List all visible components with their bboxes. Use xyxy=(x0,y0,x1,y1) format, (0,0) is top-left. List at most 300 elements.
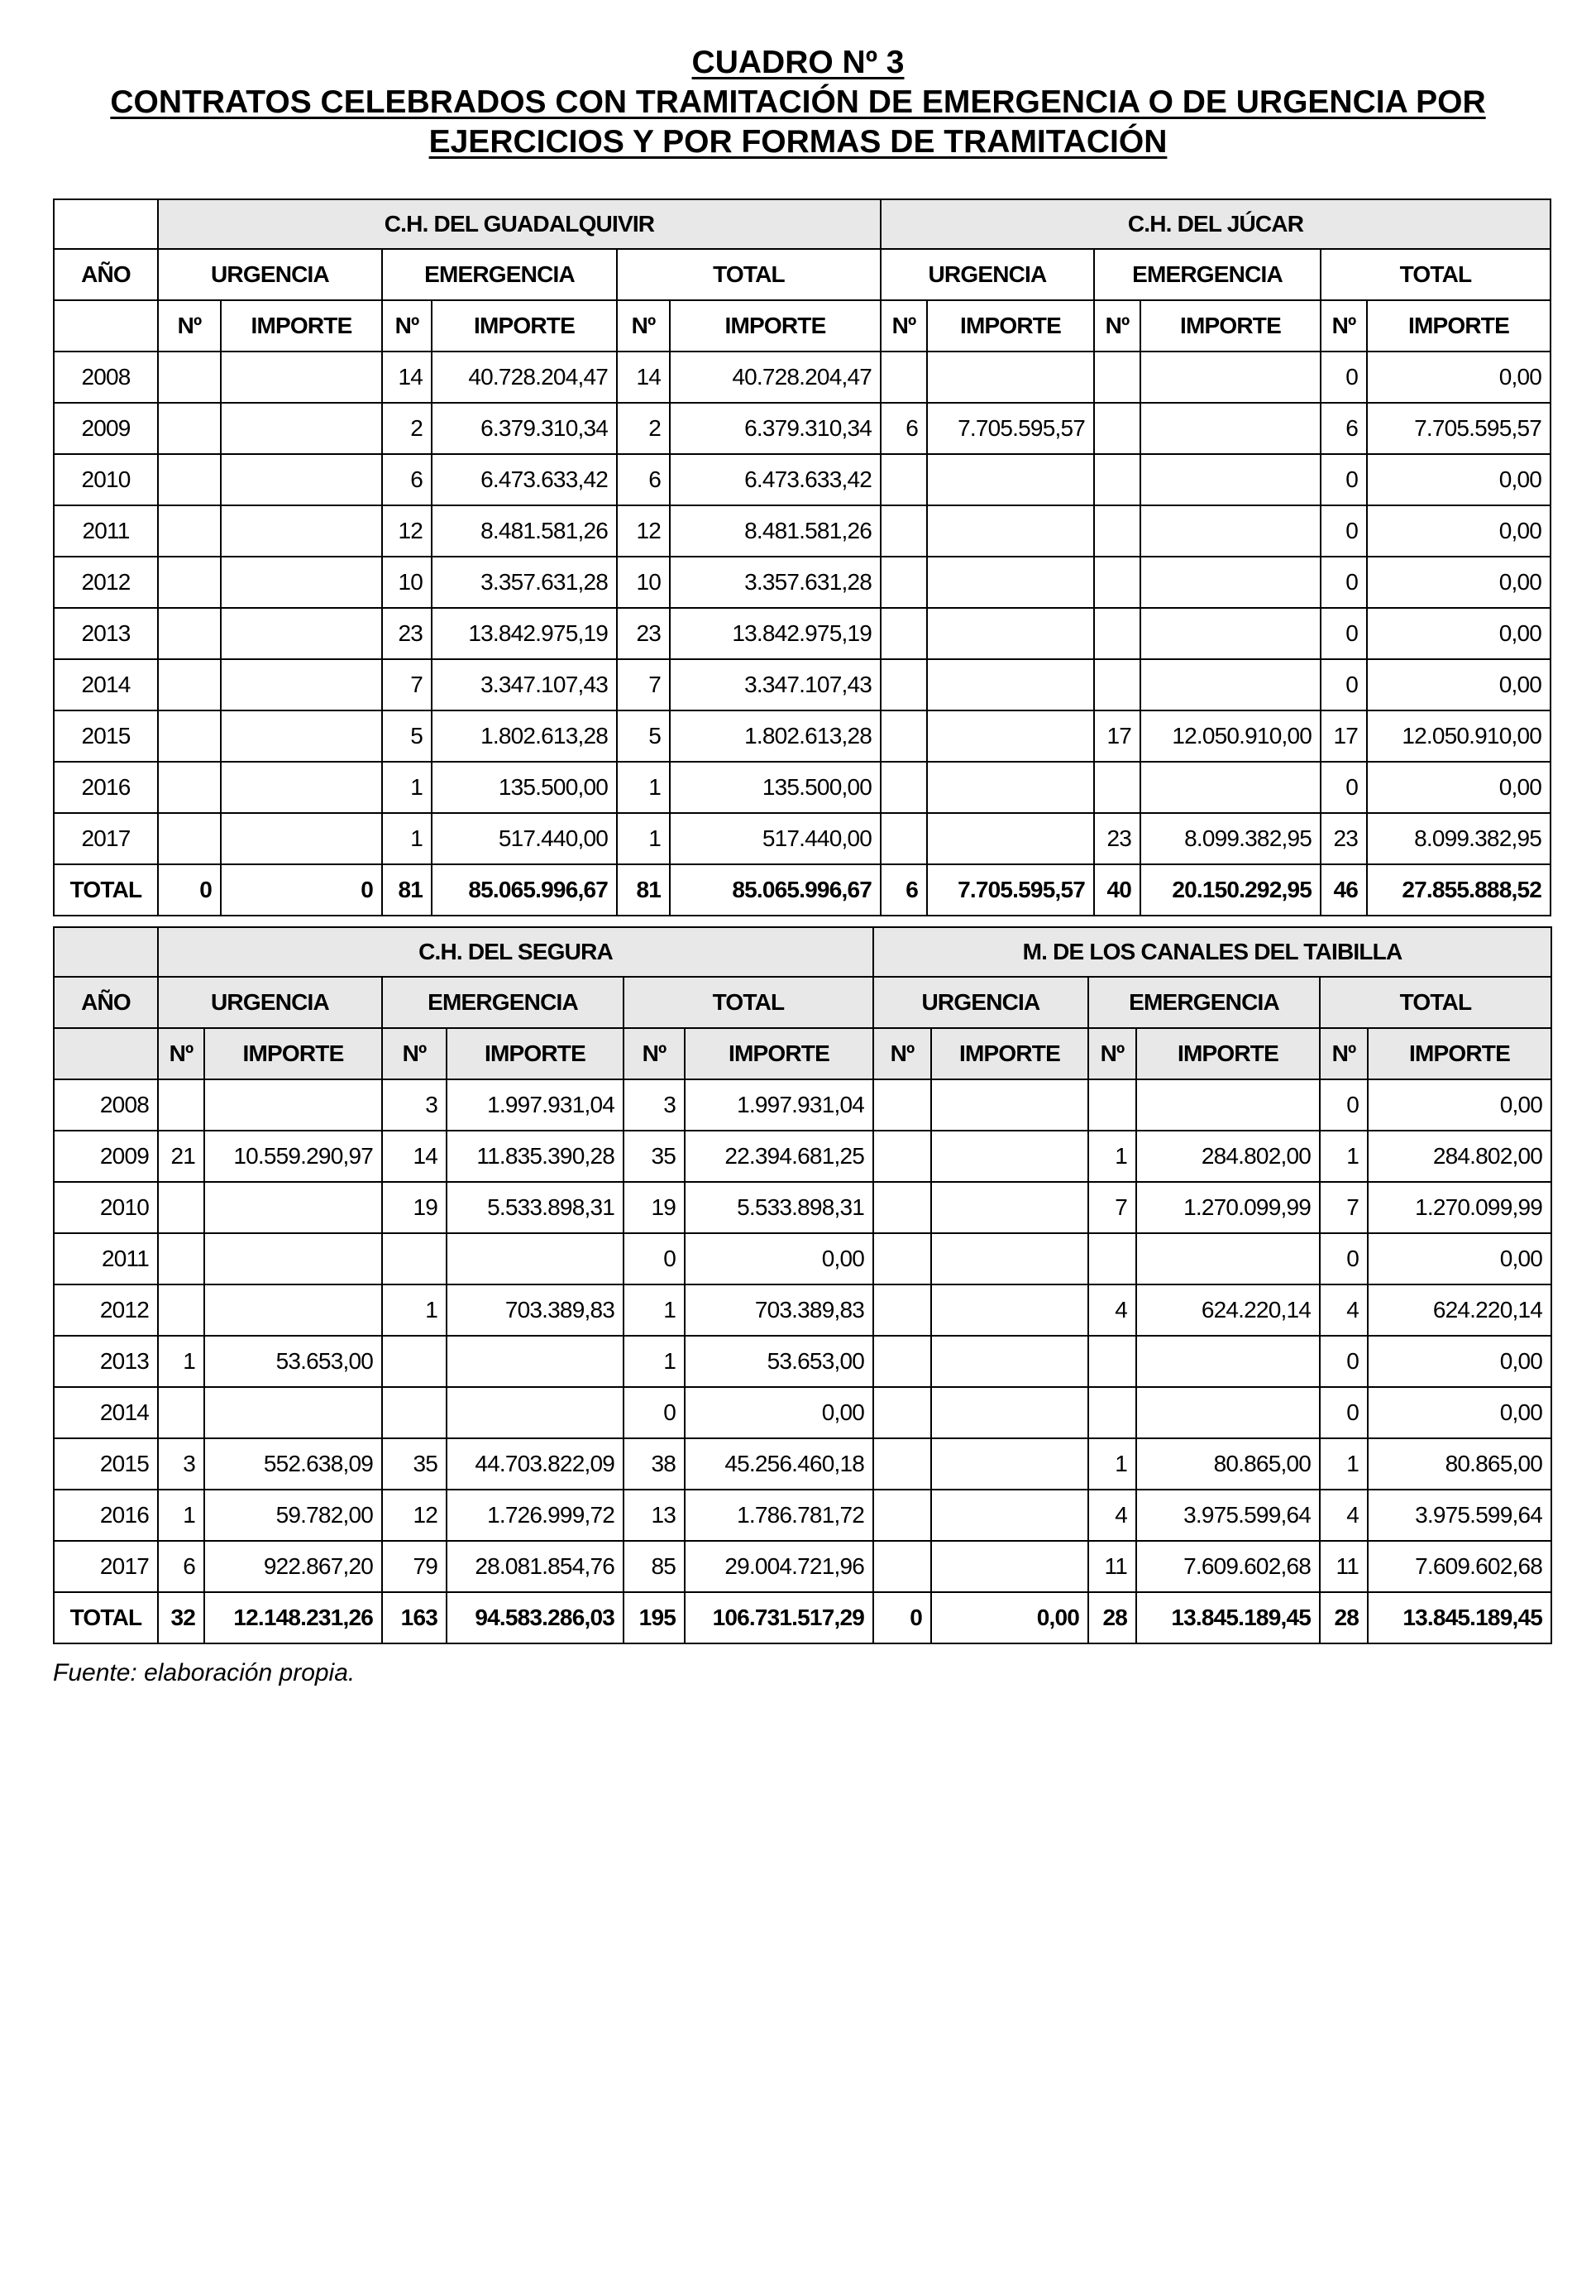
organism-header-row xyxy=(54,199,1551,249)
year-cell: 2016 xyxy=(54,762,158,813)
n-header: Nº xyxy=(881,300,927,352)
amount-cell: 624.220,14 xyxy=(1136,1284,1320,1336)
amount-cell: 6.473.633,42 xyxy=(670,454,881,505)
table-row xyxy=(54,1438,1551,1490)
count-cell: 7 xyxy=(382,659,432,710)
amount-cell: 3.347.107,43 xyxy=(432,659,617,710)
count-cell: 1 xyxy=(1320,1438,1368,1490)
amount-cell: 80.865,00 xyxy=(1368,1438,1551,1490)
amount-cell xyxy=(221,403,382,454)
table-row xyxy=(54,1182,1551,1233)
count-cell: 4 xyxy=(1088,1490,1136,1541)
count-cell: 19 xyxy=(382,1182,447,1233)
year-cell: 2012 xyxy=(54,1284,158,1336)
count-cell: 7 xyxy=(1088,1182,1136,1233)
amount-cell xyxy=(927,813,1094,864)
amount-cell xyxy=(931,1182,1088,1233)
amount-cell: 8.481.581,26 xyxy=(432,505,617,557)
urgencia-header: URGENCIA xyxy=(881,249,1094,300)
count-cell xyxy=(1088,1079,1136,1131)
importe-header: IMPORTE xyxy=(447,1028,624,1079)
count-cell: 5 xyxy=(382,710,432,762)
count-cell: 19 xyxy=(624,1182,685,1233)
amount-cell xyxy=(931,1387,1088,1438)
year-subheader-blank xyxy=(54,300,158,352)
amount-cell: 1.997.931,04 xyxy=(685,1079,873,1131)
amount-cell: 703.389,83 xyxy=(685,1284,873,1336)
total-count-cell: 81 xyxy=(382,864,432,916)
amount-cell: 0,00 xyxy=(1368,1079,1551,1131)
year-cell: 2009 xyxy=(54,1131,158,1182)
count-cell: 1 xyxy=(624,1336,685,1387)
count-cell xyxy=(382,1387,447,1438)
year-cell: 2014 xyxy=(54,1387,158,1438)
column-header-row xyxy=(54,300,1551,352)
amount-cell: 6.379.310,34 xyxy=(670,403,881,454)
total-count-cell: 81 xyxy=(617,864,670,916)
amount-cell: 53.653,00 xyxy=(685,1336,873,1387)
amount-cell: 40.728.204,47 xyxy=(432,352,617,403)
amount-cell xyxy=(221,557,382,608)
count-cell: 0 xyxy=(1320,1336,1368,1387)
count-cell: 7 xyxy=(617,659,670,710)
table-2-body xyxy=(54,927,1551,1643)
amount-cell: 40.728.204,47 xyxy=(670,352,881,403)
count-cell xyxy=(881,608,927,659)
amount-cell xyxy=(931,1336,1088,1387)
total-count-cell: 46 xyxy=(1321,864,1367,916)
group-header-row xyxy=(54,249,1551,300)
amount-cell xyxy=(1136,1079,1320,1131)
amount-cell: 3.347.107,43 xyxy=(670,659,881,710)
amount-cell: 3.975.599,64 xyxy=(1136,1490,1320,1541)
amount-cell xyxy=(927,454,1094,505)
count-cell: 4 xyxy=(1320,1284,1368,1336)
count-cell: 6 xyxy=(382,454,432,505)
count-cell: 0 xyxy=(1321,557,1367,608)
amount-cell: 1.270.099,99 xyxy=(1368,1182,1551,1233)
total-count-cell: 195 xyxy=(624,1592,685,1643)
count-cell: 3 xyxy=(624,1079,685,1131)
count-cell: 6 xyxy=(617,454,670,505)
count-cell xyxy=(1094,352,1140,403)
table-segura-taibilla xyxy=(53,926,1552,1644)
year-cell: 2014 xyxy=(54,659,158,710)
count-cell: 4 xyxy=(1320,1490,1368,1541)
count-cell: 0 xyxy=(1321,505,1367,557)
importe-header: IMPORTE xyxy=(1368,1028,1551,1079)
importe-header: IMPORTE xyxy=(1367,300,1551,352)
importe-header: IMPORTE xyxy=(927,300,1094,352)
total-count-cell: 0 xyxy=(158,864,221,916)
count-cell xyxy=(1094,659,1140,710)
amount-cell: 6.473.633,42 xyxy=(432,454,617,505)
n-header: Nº xyxy=(1321,300,1367,352)
count-cell xyxy=(1094,557,1140,608)
source-note: Fuente: elaboración propia. xyxy=(53,1659,356,1686)
amount-cell xyxy=(1140,403,1321,454)
count-cell: 2 xyxy=(617,403,670,454)
corner-cell xyxy=(54,927,158,977)
count-cell xyxy=(1094,403,1140,454)
count-cell: 0 xyxy=(1321,762,1367,813)
amount-cell xyxy=(221,505,382,557)
total-header: TOTAL xyxy=(624,977,873,1028)
amount-cell: 1.802.613,28 xyxy=(670,710,881,762)
amount-cell xyxy=(447,1387,624,1438)
amount-cell: 1.726.999,72 xyxy=(447,1490,624,1541)
total-amount-cell: 13.845.189,45 xyxy=(1136,1592,1320,1643)
total-amount-cell: 7.705.595,57 xyxy=(927,864,1094,916)
importe-header: IMPORTE xyxy=(670,300,881,352)
amount-cell xyxy=(927,557,1094,608)
amount-cell: 13.842.975,19 xyxy=(670,608,881,659)
year-cell: 2013 xyxy=(54,608,158,659)
n-header: Nº xyxy=(617,300,670,352)
amount-cell: 0,00 xyxy=(1367,659,1551,710)
count-cell xyxy=(881,710,927,762)
amount-cell: 8.099.382,95 xyxy=(1367,813,1551,864)
organism-header-row xyxy=(54,927,1551,977)
table-row xyxy=(54,1233,1551,1284)
amount-cell: 552.638,09 xyxy=(204,1438,382,1490)
amount-cell: 45.256.460,18 xyxy=(685,1438,873,1490)
count-cell: 12 xyxy=(382,1490,447,1541)
table-row xyxy=(54,454,1551,505)
importe-header: IMPORTE xyxy=(685,1028,873,1079)
count-cell xyxy=(881,454,927,505)
amount-cell: 0,00 xyxy=(1367,505,1551,557)
count-cell: 12 xyxy=(382,505,432,557)
count-cell: 35 xyxy=(624,1131,685,1182)
year-header: AÑO xyxy=(54,249,158,300)
amount-cell xyxy=(931,1079,1088,1131)
count-cell: 12 xyxy=(617,505,670,557)
importe-header: IMPORTE xyxy=(931,1028,1088,1079)
importe-header: IMPORTE xyxy=(204,1028,382,1079)
amount-cell xyxy=(221,813,382,864)
amount-cell: 624.220,14 xyxy=(1368,1284,1551,1336)
amount-cell: 135.500,00 xyxy=(670,762,881,813)
amount-cell xyxy=(204,1182,382,1233)
count-cell: 14 xyxy=(617,352,670,403)
emergencia-header: EMERGENCIA xyxy=(382,977,624,1028)
count-cell xyxy=(158,1284,204,1336)
count-cell xyxy=(873,1233,931,1284)
amount-cell xyxy=(1140,352,1321,403)
amount-cell xyxy=(931,1490,1088,1541)
amount-cell: 3.357.631,28 xyxy=(670,557,881,608)
year-cell: 2015 xyxy=(54,1438,158,1490)
year-cell: 2010 xyxy=(54,1182,158,1233)
emergencia-header: EMERGENCIA xyxy=(382,249,617,300)
amount-cell: 7.705.595,57 xyxy=(927,403,1094,454)
table-row xyxy=(54,1284,1551,1336)
count-cell xyxy=(881,557,927,608)
total-amount-cell: 85.065.996,67 xyxy=(432,864,617,916)
amount-cell: 80.865,00 xyxy=(1136,1438,1320,1490)
count-cell: 38 xyxy=(624,1438,685,1490)
table-row xyxy=(54,659,1551,710)
amount-cell: 22.394.681,25 xyxy=(685,1131,873,1182)
importe-header: IMPORTE xyxy=(432,300,617,352)
count-cell: 0 xyxy=(624,1233,685,1284)
count-cell: 23 xyxy=(382,608,432,659)
table-row xyxy=(54,608,1551,659)
count-cell xyxy=(158,1233,204,1284)
count-cell xyxy=(881,813,927,864)
year-cell: 2012 xyxy=(54,557,158,608)
total-row-label: TOTAL xyxy=(54,864,158,916)
amount-cell xyxy=(1140,762,1321,813)
count-cell: 1 xyxy=(1320,1131,1368,1182)
count-cell: 23 xyxy=(1094,813,1140,864)
year-cell: 2008 xyxy=(54,352,158,403)
amount-cell xyxy=(927,505,1094,557)
amount-cell xyxy=(204,1079,382,1131)
amount-cell: 0,00 xyxy=(685,1233,873,1284)
count-cell: 79 xyxy=(382,1541,447,1592)
amount-cell xyxy=(1140,659,1321,710)
corner-cell xyxy=(54,199,158,249)
urgencia-header: URGENCIA xyxy=(158,249,382,300)
amount-cell xyxy=(204,1284,382,1336)
table-row xyxy=(54,352,1551,403)
count-cell xyxy=(158,813,221,864)
table-row xyxy=(54,403,1551,454)
count-cell: 35 xyxy=(382,1438,447,1490)
amount-cell: 517.440,00 xyxy=(670,813,881,864)
count-cell xyxy=(158,1182,204,1233)
amount-cell xyxy=(931,1131,1088,1182)
amount-cell: 13.842.975,19 xyxy=(432,608,617,659)
year-cell: 2013 xyxy=(54,1336,158,1387)
amount-cell: 28.081.854,76 xyxy=(447,1541,624,1592)
amount-cell xyxy=(1136,1387,1320,1438)
column-header-row xyxy=(54,1028,1551,1079)
n-header: Nº xyxy=(1088,1028,1136,1079)
count-cell xyxy=(881,659,927,710)
count-cell: 11 xyxy=(1088,1541,1136,1592)
count-cell: 5 xyxy=(617,710,670,762)
amount-cell: 6.379.310,34 xyxy=(432,403,617,454)
table-row xyxy=(54,557,1551,608)
amount-cell: 1.270.099,99 xyxy=(1136,1182,1320,1233)
total-count-cell: 28 xyxy=(1320,1592,1368,1643)
count-cell: 0 xyxy=(1321,608,1367,659)
count-cell xyxy=(881,762,927,813)
count-cell: 3 xyxy=(158,1438,204,1490)
count-cell: 0 xyxy=(1320,1387,1368,1438)
count-cell: 6 xyxy=(881,403,927,454)
total-header: TOTAL xyxy=(617,249,881,300)
table-1-body xyxy=(54,199,1551,916)
total-count-cell: 0 xyxy=(873,1592,931,1643)
count-cell: 0 xyxy=(1321,454,1367,505)
importe-header: IMPORTE xyxy=(221,300,382,352)
count-cell: 1 xyxy=(624,1284,685,1336)
n-header: Nº xyxy=(1094,300,1140,352)
amount-cell xyxy=(221,762,382,813)
amount-cell: 7.705.595,57 xyxy=(1367,403,1551,454)
total-amount-cell: 13.845.189,45 xyxy=(1368,1592,1551,1643)
organism-right-name: M. DE LOS CANALES DEL TAIBILLA xyxy=(873,927,1551,977)
importe-header: IMPORTE xyxy=(1140,300,1321,352)
amount-cell: 922.867,20 xyxy=(204,1541,382,1592)
amount-cell: 5.533.898,31 xyxy=(447,1182,624,1233)
count-cell xyxy=(873,1079,931,1131)
count-cell: 1 xyxy=(617,762,670,813)
count-cell xyxy=(873,1438,931,1490)
count-cell xyxy=(158,454,221,505)
table-row xyxy=(54,1490,1551,1541)
year-cell: 2009 xyxy=(54,403,158,454)
count-cell xyxy=(158,659,221,710)
count-cell: 11 xyxy=(1320,1541,1368,1592)
amount-cell: 3.357.631,28 xyxy=(432,557,617,608)
count-cell: 1 xyxy=(1088,1131,1136,1182)
count-cell: 1 xyxy=(158,1490,204,1541)
organism-left-name: C.H. DEL GUADALQUIVIR xyxy=(158,199,881,249)
total-amount-cell: 0 xyxy=(221,864,382,916)
amount-cell: 0,00 xyxy=(1367,352,1551,403)
title-line-3: EJERCICIOS Y POR FORMAS DE TRAMITACIÓN xyxy=(428,124,1168,160)
amount-cell xyxy=(931,1284,1088,1336)
count-cell xyxy=(881,352,927,403)
year-cell: 2017 xyxy=(54,813,158,864)
organism-left-name: C.H. DEL SEGURA xyxy=(158,927,873,977)
total-amount-cell: 27.855.888,52 xyxy=(1367,864,1551,916)
total-amount-cell: 94.583.286,03 xyxy=(447,1592,624,1643)
total-count-cell: 28 xyxy=(1088,1592,1136,1643)
total-row xyxy=(54,1592,1551,1643)
n-header: Nº xyxy=(1320,1028,1368,1079)
emergencia-header: EMERGENCIA xyxy=(1094,249,1321,300)
count-cell: 14 xyxy=(382,352,432,403)
count-cell: 1 xyxy=(382,762,432,813)
count-cell xyxy=(873,1131,931,1182)
total-header: TOTAL xyxy=(1321,249,1551,300)
amount-cell xyxy=(1140,557,1321,608)
count-cell: 13 xyxy=(624,1490,685,1541)
count-cell xyxy=(1088,1387,1136,1438)
group-header-row xyxy=(54,977,1551,1028)
amount-cell: 44.703.822,09 xyxy=(447,1438,624,1490)
table-row xyxy=(54,1336,1551,1387)
amount-cell xyxy=(1140,454,1321,505)
amount-cell xyxy=(204,1387,382,1438)
year-cell: 2008 xyxy=(54,1079,158,1131)
total-row-label: TOTAL xyxy=(54,1592,158,1643)
count-cell: 6 xyxy=(1321,403,1367,454)
n-header: Nº xyxy=(382,1028,447,1079)
count-cell xyxy=(873,1336,931,1387)
total-count-cell: 163 xyxy=(382,1592,447,1643)
amount-cell xyxy=(221,659,382,710)
amount-cell: 29.004.721,96 xyxy=(685,1541,873,1592)
amount-cell xyxy=(1136,1233,1320,1284)
amount-cell xyxy=(927,762,1094,813)
amount-cell: 53.653,00 xyxy=(204,1336,382,1387)
count-cell xyxy=(158,608,221,659)
amount-cell: 0,00 xyxy=(1368,1233,1551,1284)
year-cell: 2015 xyxy=(54,710,158,762)
amount-cell xyxy=(447,1233,624,1284)
amount-cell xyxy=(1136,1336,1320,1387)
n-header: Nº xyxy=(158,1028,204,1079)
count-cell xyxy=(158,1079,204,1131)
table-guadalquivir-jucar xyxy=(53,199,1551,916)
count-cell xyxy=(1088,1336,1136,1387)
count-cell xyxy=(1094,608,1140,659)
count-cell: 14 xyxy=(382,1131,447,1182)
amount-cell xyxy=(927,608,1094,659)
amount-cell: 5.533.898,31 xyxy=(685,1182,873,1233)
year-cell: 2016 xyxy=(54,1490,158,1541)
count-cell xyxy=(158,403,221,454)
amount-cell: 0,00 xyxy=(1368,1336,1551,1387)
total-amount-cell: 0,00 xyxy=(931,1592,1088,1643)
count-cell: 17 xyxy=(1094,710,1140,762)
count-cell xyxy=(158,557,221,608)
count-cell: 0 xyxy=(624,1387,685,1438)
amount-cell: 8.481.581,26 xyxy=(670,505,881,557)
count-cell xyxy=(1088,1233,1136,1284)
count-cell: 7 xyxy=(1320,1182,1368,1233)
amount-cell: 11.835.390,28 xyxy=(447,1131,624,1182)
amount-cell xyxy=(221,710,382,762)
count-cell xyxy=(158,710,221,762)
table-row xyxy=(54,762,1551,813)
amount-cell xyxy=(927,352,1094,403)
urgencia-header: URGENCIA xyxy=(873,977,1088,1028)
total-amount-cell: 12.148.231,26 xyxy=(204,1592,382,1643)
year-cell: 2010 xyxy=(54,454,158,505)
n-header: Nº xyxy=(873,1028,931,1079)
count-cell: 6 xyxy=(158,1541,204,1592)
n-header: Nº xyxy=(624,1028,685,1079)
table-row xyxy=(54,1387,1551,1438)
amount-cell: 0,00 xyxy=(685,1387,873,1438)
n-header: Nº xyxy=(158,300,221,352)
year-header: AÑO xyxy=(54,977,158,1028)
year-cell: 2011 xyxy=(54,1233,158,1284)
count-cell: 17 xyxy=(1321,710,1367,762)
amount-cell: 703.389,83 xyxy=(447,1284,624,1336)
amount-cell: 1.802.613,28 xyxy=(432,710,617,762)
table-row xyxy=(54,505,1551,557)
count-cell: 0 xyxy=(1321,659,1367,710)
total-count-cell: 6 xyxy=(881,864,927,916)
title-line-1: CUADRO Nº 3 xyxy=(691,45,905,80)
importe-header: IMPORTE xyxy=(1136,1028,1320,1079)
amount-cell xyxy=(204,1233,382,1284)
amount-cell: 7.609.602,68 xyxy=(1368,1541,1551,1592)
count-cell: 1 xyxy=(382,813,432,864)
amount-cell xyxy=(221,454,382,505)
count-cell xyxy=(873,1541,931,1592)
amount-cell: 59.782,00 xyxy=(204,1490,382,1541)
count-cell xyxy=(158,1387,204,1438)
amount-cell: 135.500,00 xyxy=(432,762,617,813)
amount-cell: 10.559.290,97 xyxy=(204,1131,382,1182)
total-amount-cell: 20.150.292,95 xyxy=(1140,864,1321,916)
total-row xyxy=(54,864,1551,916)
amount-cell xyxy=(1140,608,1321,659)
count-cell xyxy=(1094,454,1140,505)
count-cell xyxy=(873,1490,931,1541)
count-cell xyxy=(881,505,927,557)
